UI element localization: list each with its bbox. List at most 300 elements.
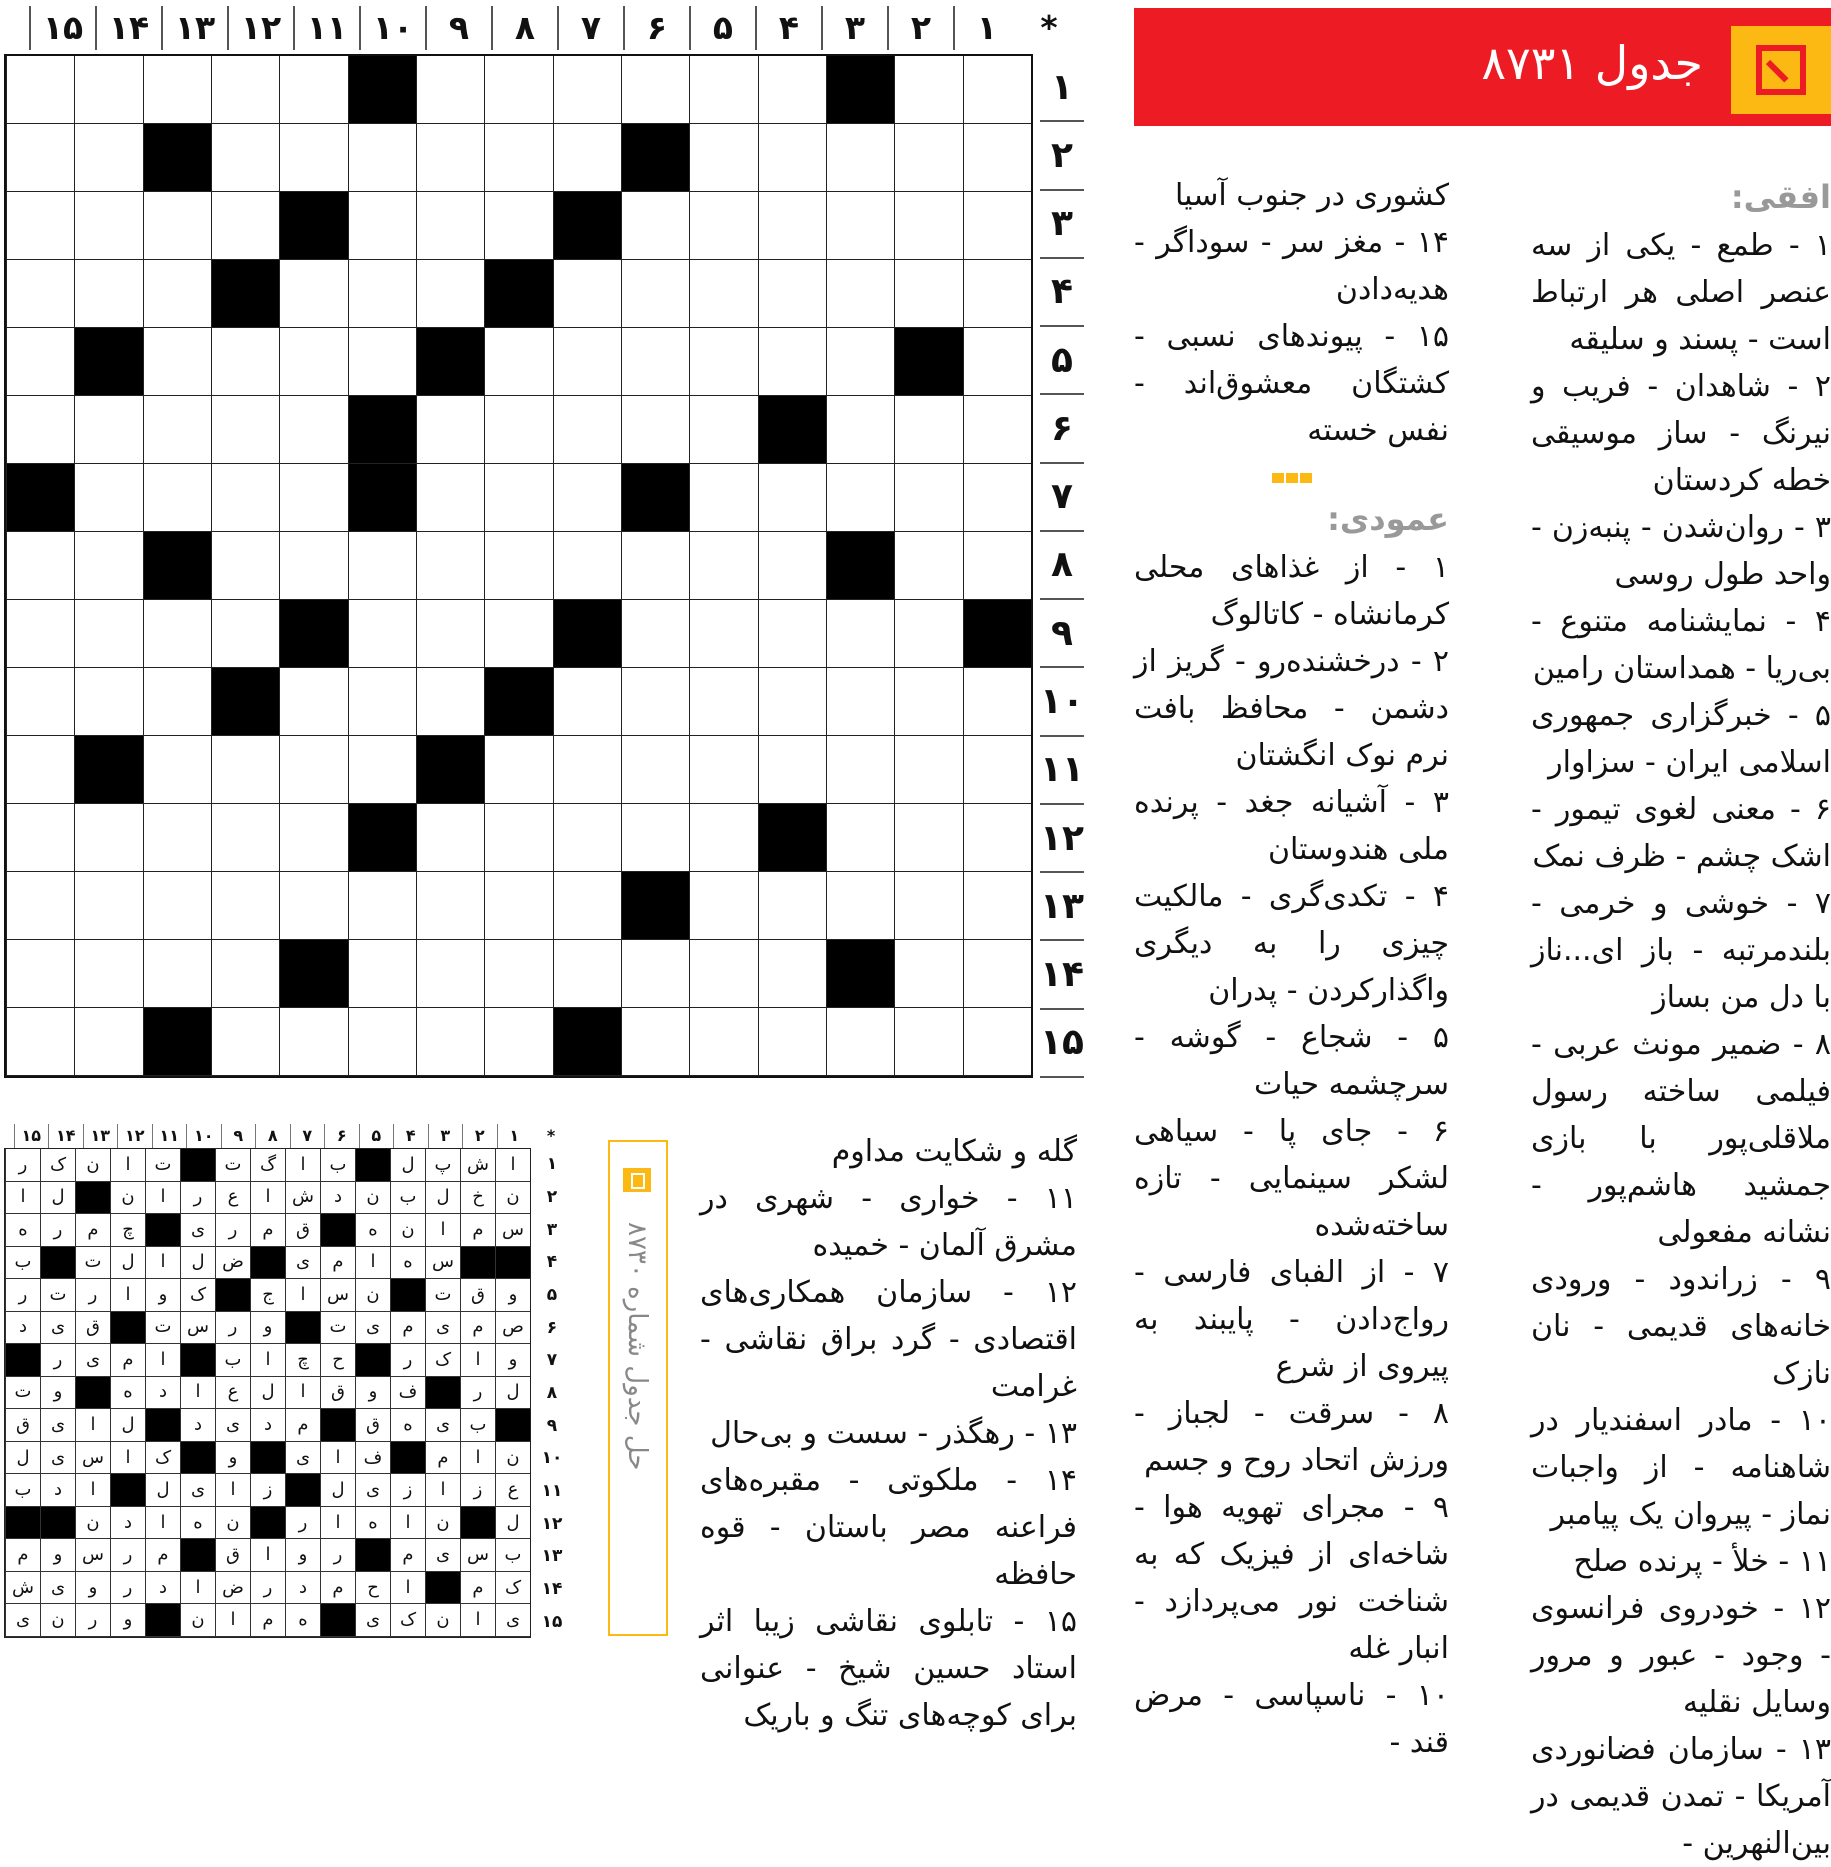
grid-cell[interactable] bbox=[689, 124, 757, 192]
grid-cell[interactable] bbox=[279, 464, 347, 532]
grid-cell[interactable] bbox=[416, 260, 484, 328]
solution-label: حل جدول شماره ۸۷۳۰ bbox=[622, 1222, 652, 1471]
solution-col-number: ۱۵ bbox=[14, 1124, 49, 1148]
black-cell bbox=[758, 396, 826, 464]
solution-cell: و bbox=[215, 1442, 250, 1475]
grid-cell[interactable] bbox=[758, 192, 826, 260]
grid-cell[interactable] bbox=[74, 464, 142, 532]
solution-cell: م bbox=[390, 1539, 425, 1572]
solution-black-cell bbox=[460, 1247, 495, 1280]
grid-cell[interactable] bbox=[74, 1008, 142, 1076]
grid-cell[interactable] bbox=[826, 124, 894, 192]
grid-cell[interactable] bbox=[143, 328, 211, 396]
grid-cell[interactable] bbox=[894, 804, 962, 872]
solution-cell: ل bbox=[180, 1247, 215, 1280]
grid-cell[interactable] bbox=[689, 328, 757, 396]
solution-row-number: ۱۵ bbox=[541, 1611, 563, 1632]
grid-cell[interactable] bbox=[211, 532, 279, 600]
grid-cell[interactable] bbox=[484, 736, 552, 804]
solution-black-cell bbox=[320, 1409, 355, 1442]
grid-cell[interactable] bbox=[279, 668, 347, 736]
grid-cell[interactable] bbox=[143, 668, 211, 736]
grid-cell[interactable] bbox=[894, 260, 962, 328]
grid-cell[interactable] bbox=[689, 396, 757, 464]
solution-cell: ا bbox=[285, 1149, 320, 1182]
grid-cell[interactable] bbox=[963, 464, 1031, 532]
grid-cell[interactable] bbox=[553, 396, 621, 464]
grid-cell[interactable] bbox=[348, 940, 416, 1008]
solution-black-cell bbox=[355, 1539, 390, 1572]
grid-cell[interactable] bbox=[484, 192, 552, 260]
grid-cell[interactable] bbox=[826, 804, 894, 872]
black-cell bbox=[348, 396, 416, 464]
grid-cell[interactable] bbox=[553, 736, 621, 804]
grid-cell[interactable] bbox=[143, 736, 211, 804]
solution-cell: ک bbox=[40, 1149, 75, 1182]
grid-cell[interactable] bbox=[553, 804, 621, 872]
grid-cell[interactable] bbox=[894, 532, 962, 600]
grid-cell[interactable] bbox=[74, 396, 142, 464]
grid-cell[interactable] bbox=[553, 56, 621, 124]
grid-cell[interactable] bbox=[963, 532, 1031, 600]
grid-cell[interactable] bbox=[348, 192, 416, 260]
grid-cell[interactable] bbox=[416, 804, 484, 872]
grid-cell[interactable] bbox=[279, 56, 347, 124]
black-cell bbox=[894, 328, 962, 396]
grid-cell[interactable] bbox=[894, 1008, 962, 1076]
grid-cell[interactable] bbox=[6, 1008, 74, 1076]
solution-cell: ا bbox=[250, 1344, 285, 1377]
solution-black-cell bbox=[495, 1247, 530, 1280]
grid-cell[interactable] bbox=[6, 804, 74, 872]
solution-cell: ن bbox=[495, 1182, 530, 1215]
solution-cell: ا bbox=[180, 1377, 215, 1410]
solution-cell: ن bbox=[75, 1507, 110, 1540]
grid-cell[interactable] bbox=[894, 600, 962, 668]
grid-cell[interactable] bbox=[279, 124, 347, 192]
grid-cell[interactable] bbox=[894, 192, 962, 260]
solution-column-numbers bbox=[4, 1124, 571, 1148]
solution-cell: ی bbox=[180, 1214, 215, 1247]
solution-cell: ب bbox=[5, 1247, 40, 1280]
grid-cell[interactable] bbox=[621, 260, 689, 328]
grid-cell[interactable] bbox=[894, 396, 962, 464]
grid-cell[interactable] bbox=[416, 668, 484, 736]
grid-cell[interactable] bbox=[963, 668, 1031, 736]
solution-cell: و bbox=[145, 1279, 180, 1312]
solution-black-cell bbox=[425, 1377, 460, 1410]
grid-cell[interactable] bbox=[826, 260, 894, 328]
grid-cell[interactable] bbox=[484, 124, 552, 192]
grid-cell[interactable] bbox=[484, 464, 552, 532]
grid-cell[interactable] bbox=[211, 1008, 279, 1076]
solution-black-cell bbox=[75, 1182, 110, 1215]
grid-cell[interactable] bbox=[348, 600, 416, 668]
grid-cell[interactable] bbox=[689, 192, 757, 260]
grid-cell[interactable] bbox=[211, 192, 279, 260]
grid-cell[interactable] bbox=[143, 396, 211, 464]
solution-cell: ت bbox=[425, 1279, 460, 1312]
solution-cell: ی bbox=[40, 1572, 75, 1605]
grid-cell[interactable] bbox=[484, 532, 552, 600]
grid-cell[interactable] bbox=[963, 260, 1031, 328]
grid-cell[interactable] bbox=[553, 260, 621, 328]
solution-cell: ق bbox=[355, 1409, 390, 1442]
solution-black-cell bbox=[250, 1442, 285, 1475]
grid-cell[interactable] bbox=[211, 872, 279, 940]
grid-cell[interactable] bbox=[211, 56, 279, 124]
black-cell bbox=[143, 1008, 211, 1076]
black-cell bbox=[416, 328, 484, 396]
grid-cell[interactable] bbox=[963, 1008, 1031, 1076]
grid-cell[interactable] bbox=[143, 804, 211, 872]
solution-cell: ر bbox=[5, 1279, 40, 1312]
solution-cell: د bbox=[180, 1409, 215, 1442]
grid-cell[interactable] bbox=[553, 940, 621, 1008]
grid-cell[interactable] bbox=[484, 56, 552, 124]
grid-cell[interactable] bbox=[553, 872, 621, 940]
solution-cell: ل bbox=[145, 1474, 180, 1507]
grid-cell[interactable] bbox=[484, 1008, 552, 1076]
grid-cell[interactable] bbox=[689, 668, 757, 736]
clue-text: ۹ - مجرای تهویه هوا - شاخه‌ای از فیزیک که به شناخت نور می‌پردازد - انبار غله bbox=[1134, 1490, 1449, 1666]
grid-cell[interactable] bbox=[758, 532, 826, 600]
grid-cell[interactable] bbox=[416, 1008, 484, 1076]
solution-cell: ه bbox=[355, 1507, 390, 1540]
solution-cell: ر bbox=[180, 1182, 215, 1215]
solution-row-number: ۱۴ bbox=[541, 1578, 563, 1599]
solution-cell: ل bbox=[250, 1377, 285, 1410]
solution-cell: ض bbox=[215, 1572, 250, 1605]
grid-cell[interactable] bbox=[963, 736, 1031, 804]
grid-cell[interactable] bbox=[74, 56, 142, 124]
grid-cell[interactable] bbox=[826, 396, 894, 464]
solution-black-cell bbox=[180, 1149, 215, 1182]
grid-cell[interactable] bbox=[211, 600, 279, 668]
solution-black-cell bbox=[145, 1214, 180, 1247]
grid-cell[interactable] bbox=[758, 328, 826, 396]
grid-cell[interactable] bbox=[826, 328, 894, 396]
grid-cell[interactable] bbox=[74, 600, 142, 668]
grid-cell[interactable] bbox=[416, 396, 484, 464]
grid-cell[interactable] bbox=[279, 328, 347, 396]
grid-cell[interactable] bbox=[963, 124, 1031, 192]
clue-text: ۱۲ - خودروی فرانسوی - وجود - عبور و مرور وسایل نقلیه bbox=[1531, 1591, 1831, 1720]
grid-cell[interactable] bbox=[143, 872, 211, 940]
grid-cell[interactable] bbox=[894, 736, 962, 804]
grid-cell[interactable] bbox=[826, 736, 894, 804]
grid-cell[interactable] bbox=[758, 872, 826, 940]
grid-cell[interactable] bbox=[279, 396, 347, 464]
grid-cell[interactable] bbox=[689, 872, 757, 940]
grid-cell[interactable] bbox=[74, 260, 142, 328]
grid-cell[interactable] bbox=[6, 260, 74, 328]
grid-cell[interactable] bbox=[963, 804, 1031, 872]
grid-cell[interactable] bbox=[211, 736, 279, 804]
grid-cell[interactable] bbox=[621, 328, 689, 396]
grid-cell[interactable] bbox=[143, 464, 211, 532]
grid-cell[interactable] bbox=[758, 1008, 826, 1076]
grid-cell[interactable] bbox=[758, 668, 826, 736]
grid-cell[interactable] bbox=[348, 872, 416, 940]
solution-black-cell bbox=[5, 1344, 40, 1377]
solution-cell: ه bbox=[110, 1377, 145, 1410]
grid-cell[interactable] bbox=[758, 940, 826, 1008]
grid-cell[interactable] bbox=[6, 872, 74, 940]
grid-cell[interactable] bbox=[74, 532, 142, 600]
solution-cell: د bbox=[40, 1474, 75, 1507]
grid-cell[interactable] bbox=[211, 804, 279, 872]
solution-cell: د bbox=[285, 1572, 320, 1605]
solution-cell: ا bbox=[285, 1377, 320, 1410]
grid-row-number: ۱۴ bbox=[1040, 941, 1084, 1009]
solution-col-number: * bbox=[546, 1126, 556, 1145]
grid-cell[interactable] bbox=[6, 940, 74, 1008]
grid-cell[interactable] bbox=[689, 804, 757, 872]
solution-cell: ا bbox=[460, 1442, 495, 1475]
grid-cell[interactable] bbox=[6, 532, 74, 600]
grid-cell[interactable] bbox=[416, 600, 484, 668]
solution-col-number: ۵ bbox=[359, 1124, 394, 1148]
grid-cell[interactable] bbox=[963, 56, 1031, 124]
grid-cell[interactable] bbox=[416, 532, 484, 600]
grid-cell[interactable] bbox=[826, 600, 894, 668]
black-cell bbox=[826, 56, 894, 124]
solution-cell: ش bbox=[5, 1572, 40, 1605]
grid-cell[interactable] bbox=[211, 328, 279, 396]
solution-cell: م bbox=[320, 1247, 355, 1280]
solution-cell: و bbox=[75, 1572, 110, 1605]
solution-black-cell bbox=[250, 1507, 285, 1540]
grid-cell[interactable] bbox=[279, 532, 347, 600]
grid-row-numbers bbox=[1040, 54, 1084, 1078]
grid-cell[interactable] bbox=[74, 940, 142, 1008]
solution-cell: ش bbox=[285, 1182, 320, 1215]
solution-cell: ر bbox=[110, 1539, 145, 1572]
grid-cell[interactable] bbox=[826, 872, 894, 940]
grid-cell[interactable] bbox=[553, 328, 621, 396]
grid-cell[interactable] bbox=[758, 736, 826, 804]
grid-cell[interactable] bbox=[553, 668, 621, 736]
grid-cell[interactable] bbox=[758, 464, 826, 532]
solution-cell: ا bbox=[285, 1279, 320, 1312]
grid-cell[interactable] bbox=[143, 260, 211, 328]
grid-cell[interactable] bbox=[826, 192, 894, 260]
grid-cell[interactable] bbox=[279, 260, 347, 328]
grid-cell[interactable] bbox=[621, 56, 689, 124]
grid-cell[interactable] bbox=[74, 872, 142, 940]
clue-text: ۲ - درخشنده‌رو - گریز از دشمن - محافظ بافت نرم نوک انگشتان bbox=[1134, 644, 1449, 773]
solution-cell: ی bbox=[355, 1604, 390, 1637]
solution-cell: م bbox=[460, 1214, 495, 1247]
grid-row-number: ۱۱ bbox=[1040, 737, 1084, 805]
solution-cell: ل bbox=[40, 1182, 75, 1215]
grid-cell[interactable] bbox=[689, 1008, 757, 1076]
grid-cell[interactable] bbox=[963, 328, 1031, 396]
grid-cell[interactable] bbox=[758, 124, 826, 192]
solution-cell: ه bbox=[390, 1247, 425, 1280]
grid-cell[interactable] bbox=[894, 940, 962, 1008]
solution-cell: و bbox=[110, 1604, 145, 1637]
grid-cell[interactable] bbox=[826, 668, 894, 736]
grid-cell[interactable] bbox=[348, 1008, 416, 1076]
grid-cell[interactable] bbox=[6, 396, 74, 464]
grid-cell[interactable] bbox=[689, 736, 757, 804]
grid-cell[interactable] bbox=[621, 736, 689, 804]
grid-cell[interactable] bbox=[758, 260, 826, 328]
grid-cell[interactable] bbox=[894, 872, 962, 940]
solution-cell: ا bbox=[75, 1409, 110, 1442]
grid-cell[interactable] bbox=[894, 124, 962, 192]
black-cell bbox=[621, 872, 689, 940]
solution-cell: ه bbox=[180, 1507, 215, 1540]
grid-cell[interactable] bbox=[963, 872, 1031, 940]
grid-cell[interactable] bbox=[279, 1008, 347, 1076]
solution-cell: م bbox=[5, 1539, 40, 1572]
grid-cell[interactable] bbox=[279, 872, 347, 940]
grid-cell[interactable] bbox=[279, 736, 347, 804]
solution-black-cell bbox=[75, 1377, 110, 1410]
solution-cell: ک bbox=[145, 1442, 180, 1475]
grid-cell[interactable] bbox=[416, 124, 484, 192]
solution-cell: ر bbox=[5, 1149, 40, 1182]
clue-text: ۵ - خبرگزاری جمهوری اسلامی ایران - سزاوار bbox=[1531, 698, 1831, 780]
grid-cell[interactable] bbox=[416, 464, 484, 532]
crossword-grid[interactable] bbox=[4, 54, 1033, 1078]
grid-cell[interactable] bbox=[74, 668, 142, 736]
grid-cell[interactable] bbox=[689, 940, 757, 1008]
puzzle-header bbox=[1134, 8, 1831, 126]
grid-cell[interactable] bbox=[621, 940, 689, 1008]
grid-cell[interactable] bbox=[211, 396, 279, 464]
grid-cell[interactable] bbox=[143, 56, 211, 124]
grid-cell[interactable] bbox=[348, 260, 416, 328]
solution-cell: ی bbox=[285, 1442, 320, 1475]
grid-cell[interactable] bbox=[143, 940, 211, 1008]
grid-cell[interactable] bbox=[758, 56, 826, 124]
grid-cell[interactable] bbox=[211, 940, 279, 1008]
grid-cell[interactable] bbox=[416, 56, 484, 124]
grid-cell[interactable] bbox=[553, 532, 621, 600]
solution-cell: ه bbox=[5, 1214, 40, 1247]
grid-cell[interactable] bbox=[689, 260, 757, 328]
grid-cell[interactable] bbox=[689, 464, 757, 532]
solution-cell: چ bbox=[285, 1344, 320, 1377]
grid-cell[interactable] bbox=[348, 328, 416, 396]
grid-cell[interactable] bbox=[6, 56, 74, 124]
grid-cell[interactable] bbox=[621, 804, 689, 872]
grid-cell[interactable] bbox=[211, 464, 279, 532]
grid-cell[interactable] bbox=[416, 872, 484, 940]
grid-cell[interactable] bbox=[894, 668, 962, 736]
solution-black-cell bbox=[5, 1507, 40, 1540]
grid-cell[interactable] bbox=[6, 668, 74, 736]
grid-cell[interactable] bbox=[416, 940, 484, 1008]
grid-cell[interactable] bbox=[621, 192, 689, 260]
grid-cell[interactable] bbox=[826, 464, 894, 532]
grid-col-number: ۲ bbox=[887, 6, 953, 50]
grid-cell[interactable] bbox=[74, 124, 142, 192]
clue-text: ۱۰ - ناسپاسی - مرض قند - bbox=[1134, 1678, 1449, 1760]
grid-cell[interactable] bbox=[484, 328, 552, 396]
grid-cell[interactable] bbox=[6, 124, 74, 192]
grid-cell[interactable] bbox=[484, 600, 552, 668]
solution-cell: س bbox=[75, 1442, 110, 1475]
grid-cell[interactable] bbox=[963, 192, 1031, 260]
solution-cell: ا bbox=[390, 1572, 425, 1605]
grid-cell[interactable] bbox=[621, 668, 689, 736]
grid-cell[interactable] bbox=[484, 940, 552, 1008]
clue-text: ۴ - نمایشنامه متنوع - بی‌ریا - همداستان رامین bbox=[1531, 604, 1831, 686]
grid-cell[interactable] bbox=[894, 56, 962, 124]
grid-cell[interactable] bbox=[74, 804, 142, 872]
grid-cell[interactable] bbox=[553, 464, 621, 532]
solution-cell: ی bbox=[75, 1344, 110, 1377]
solution-cell: ر bbox=[110, 1572, 145, 1605]
grid-cell[interactable] bbox=[348, 532, 416, 600]
grid-cell[interactable] bbox=[143, 600, 211, 668]
solution-black-cell bbox=[285, 1312, 320, 1345]
grid-cell[interactable] bbox=[689, 56, 757, 124]
solution-black-cell bbox=[285, 1474, 320, 1507]
grid-cell[interactable] bbox=[143, 192, 211, 260]
grid-cell[interactable] bbox=[6, 192, 74, 260]
grid-row-number: ۱۲ bbox=[1040, 805, 1084, 873]
black-cell bbox=[143, 532, 211, 600]
grid-cell[interactable] bbox=[621, 600, 689, 668]
grid-cell[interactable] bbox=[484, 872, 552, 940]
solution-cell: ا bbox=[425, 1474, 460, 1507]
grid-cell[interactable] bbox=[621, 396, 689, 464]
solution-cell: ا bbox=[390, 1507, 425, 1540]
grid-cell[interactable] bbox=[348, 124, 416, 192]
grid-col-number: ۱۲ bbox=[227, 6, 293, 50]
grid-cell[interactable] bbox=[621, 532, 689, 600]
brand-logo-icon bbox=[1731, 26, 1831, 114]
solution-row-number: ۹ bbox=[546, 1415, 558, 1436]
grid-cell[interactable] bbox=[6, 328, 74, 396]
grid-cell[interactable] bbox=[74, 192, 142, 260]
grid-cell[interactable] bbox=[6, 736, 74, 804]
grid-cell[interactable] bbox=[484, 396, 552, 464]
grid-col-number: ۶ bbox=[623, 6, 689, 50]
grid-cell[interactable] bbox=[758, 600, 826, 668]
grid-cell[interactable] bbox=[348, 736, 416, 804]
black-cell bbox=[826, 940, 894, 1008]
solution-cell: ت bbox=[75, 1247, 110, 1280]
grid-cell[interactable] bbox=[416, 192, 484, 260]
grid-cell[interactable] bbox=[553, 124, 621, 192]
grid-cell[interactable] bbox=[826, 1008, 894, 1076]
grid-cell[interactable] bbox=[963, 940, 1031, 1008]
grid-cell[interactable] bbox=[348, 668, 416, 736]
grid-cell[interactable] bbox=[689, 532, 757, 600]
grid-cell[interactable] bbox=[963, 396, 1031, 464]
solution-cell: ب bbox=[460, 1409, 495, 1442]
grid-cell[interactable] bbox=[894, 464, 962, 532]
black-cell bbox=[621, 124, 689, 192]
grid-cell[interactable] bbox=[689, 600, 757, 668]
grid-cell[interactable] bbox=[279, 804, 347, 872]
grid-row-number: ۲ bbox=[1040, 122, 1084, 190]
grid-row-number: ۸ bbox=[1040, 532, 1084, 600]
grid-cell[interactable] bbox=[621, 1008, 689, 1076]
solution-cell: ص bbox=[495, 1312, 530, 1345]
solution-cell: ر bbox=[75, 1604, 110, 1637]
grid-cell[interactable] bbox=[211, 124, 279, 192]
grid-cell[interactable] bbox=[484, 804, 552, 872]
grid-cell[interactable] bbox=[6, 600, 74, 668]
